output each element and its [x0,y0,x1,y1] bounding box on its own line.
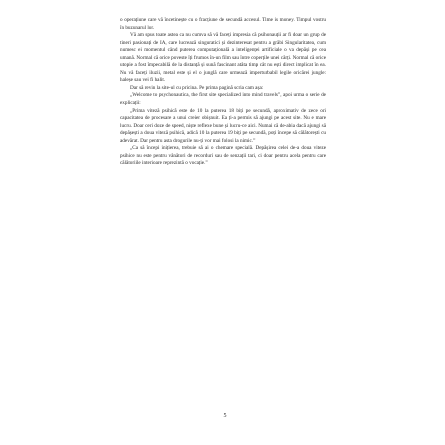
page-number: 5 [223,413,227,419]
paragraph-quote: „Prima viteză psihică este de 10 la puterea 18 biți pe secundă, aproximativ de zece ori capacitatea de procesare a unui creier obișnuit. Ea ți-a permis să ajungi pe acest site. Nu e mare lucru. Doar ceri doze de speed, niște reflexe bune și lucru-ce aici. Numai că de-abia dacă ajungi să depășești a doua viteză psihică, adică 10 la puterea 19 biți pe secundă, poți începe să călătorești cu adevărat. Dar pentru asta drogurile nu-ți vor mai folosi la nimic.” [120,107,326,144]
paragraph: o operațiune care vă încetinește cu o fracțiune de secundă accesul. Time is money. Timpul vostru în buzunarul lor. [120,17,326,31]
text-column [120,17,326,168]
paragraph-quote: „Welcome to psychonautica, the first site specialized into mind travels”, apoi urma o serie de explicații: [120,92,326,107]
paragraph: Dar să revin la site-ul cu pricina. Pe prima pagină scria cam așa: [130,84,264,91]
paragraph-quote: „Ca să începi inițierea, trebuie să ai o chemare specială. Depășirea celei de-a doua viteze psihice nu este pentru vânători de recorduri sau de senzații tari, ci doar pentru acela pentru care călătoriile interioare reprezintă o vocație.” [120,145,326,167]
paragraph: Vă am spus toate astea ca nu cumva să vă faceți impresia că psihonauții ar fi doar un grup de tineri pasionați de IA, care lucrează singuratici și dezinteresat pentru a grăbi Singularitatea, cum numesc ei momentul când puterea computațională a inteligenței artificiale o va depăși pe cea umană. Normal că orice poveste îți frumos în-un film sau între coperțile unei cărți. Normal că orice utopie a fost împecabilă de la distanță și sună fascinant atâta timp cât nu ești direct implicat în ea. Nu vă faceți iluzii, metal este și el o junglă care urmează imperturbabil legile oricărei jungle: haleșe sau vei fi halit. [120,32,326,84]
